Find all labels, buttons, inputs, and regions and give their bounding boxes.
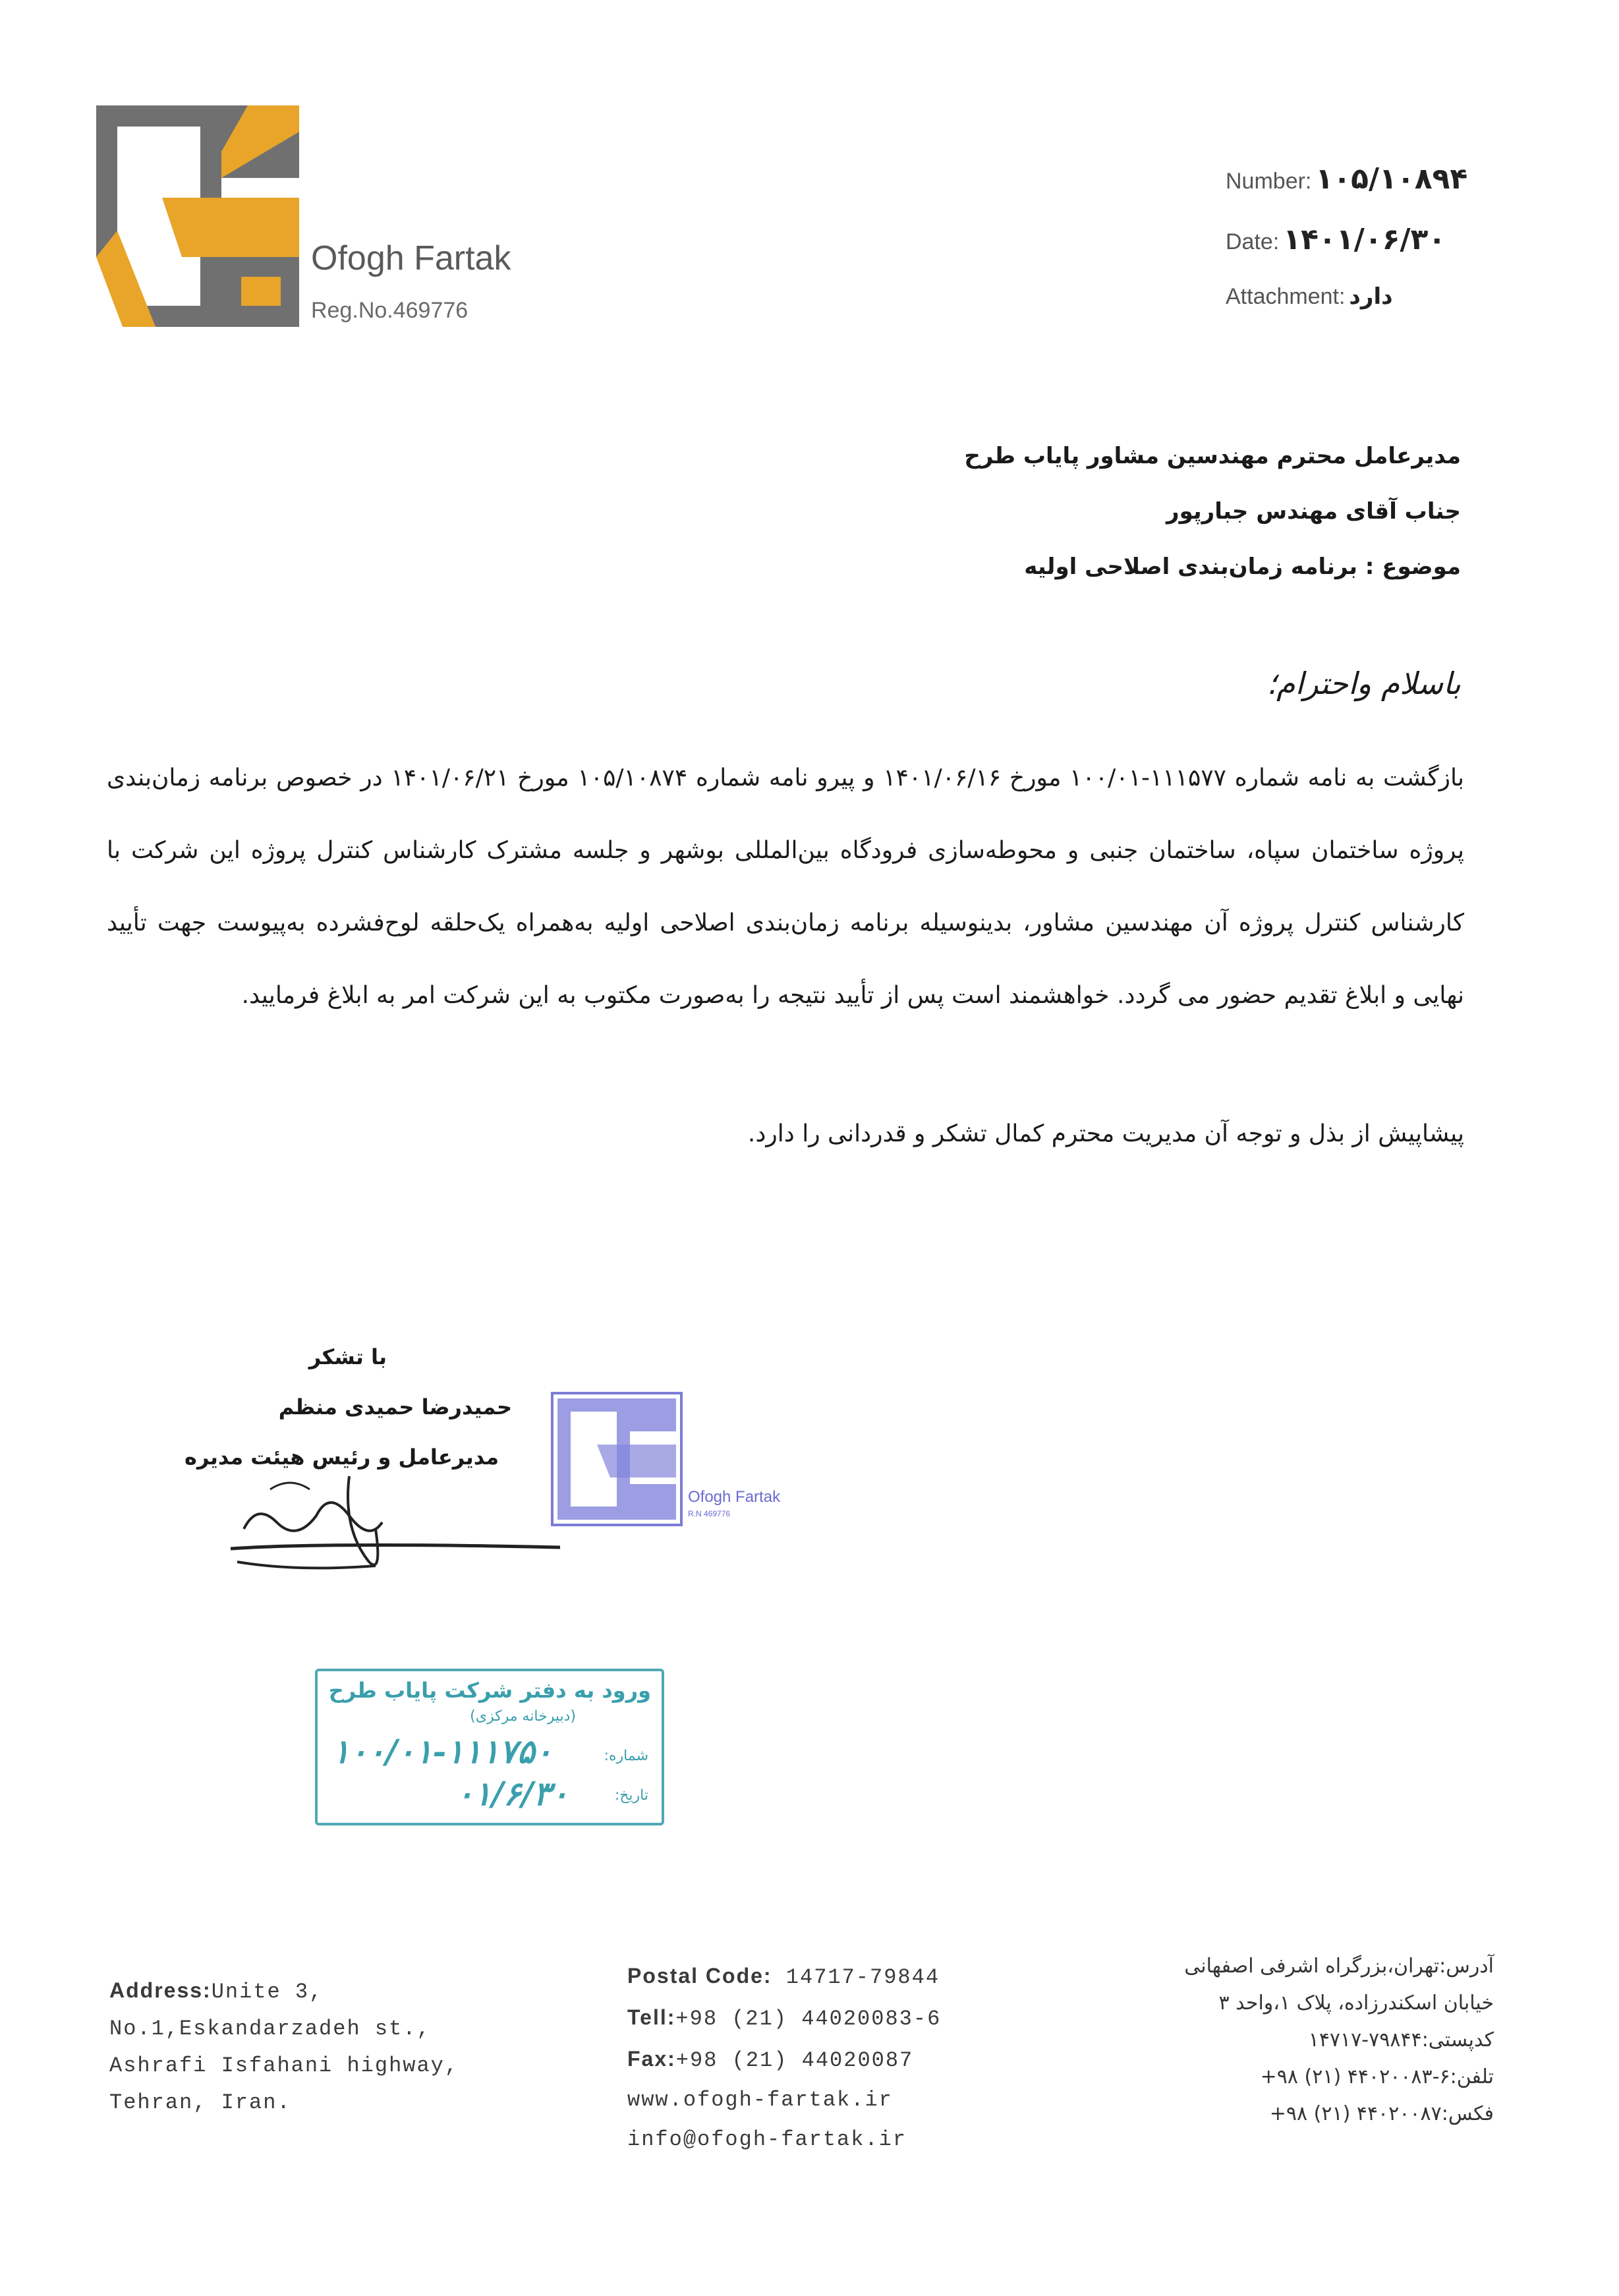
recipient-line-1: مدیرعامل محترم مهندسین مشاور پایاب طرح bbox=[964, 443, 1461, 469]
fa-tel-line: تلفن:۶-۴۴۰۲۰۰۸۳ (۲۱) ۹۸+ bbox=[1260, 2065, 1494, 2088]
number-value: ۱۰۵/۱۰۸۹۴ bbox=[1315, 162, 1468, 196]
address-line: No.1,Eskandarzadeh st., bbox=[109, 2017, 431, 2041]
postal-label: Postal Code: bbox=[627, 1964, 772, 1988]
brand-reg-number: Reg.No.469776 bbox=[311, 298, 469, 323]
postal-value: 14717-79844 bbox=[772, 1965, 940, 1990]
recipient-line-2: جناب آقای مهندس جبارپور bbox=[1166, 498, 1461, 525]
stamp-reg-number: R.N 469776 bbox=[688, 1509, 731, 1518]
closing-line: پیشاپیش از بذل و توجه آن مدیریت محترم کمال تشکر و قدردانی را دارد. bbox=[747, 1120, 1464, 1147]
tel-value: +98 (21) 44020083-6 bbox=[675, 2007, 942, 2031]
body-paragraph: بازگشت به نامه شماره ۱۱۱۵۷۷-۱۰۰/۰۱ مورخ ۱۴۰۱/۰۶/۱۶ و پیرو نامه شماره ۱۰۵/۱۰۸۷۴ مورخ ۱۴۰۱/۰۶/۲۱ در خصوص برنامه زمان‌بندی پروژه ساختمان سپاه، ساختمان جنبی و محوطه‌سازی فرودگاه بین‌المللی بوشهر و جلسه مشترک کارشناس کنترل پروژه این شرکت با کارشناس کنترل پروژه آن مهندسین مشاور، بدینوسیله برنامه زمان‌بندی اصلاحی اولیه به‌همراه یک‌حلقه لوح‌فشرده به‌پیوست جهت تأیید نهایی و ابلاغ تقدیم حضور می گردد. خواهشمند است پس از تأیید نتیجه را به‌صورت مکتوب به این شرکت امر به ابلاغ فرمایید. bbox=[107, 764, 1465, 1009]
receipt-number-label: شماره: bbox=[604, 1748, 648, 1764]
address-label: Address: bbox=[109, 1978, 212, 2002]
receipt-date-value: ۰۱/۶/۳۰ bbox=[456, 1774, 569, 1813]
fa-address-line: آدرس:تهران،بزرگراه اشرفی اصفهانی bbox=[1184, 1955, 1494, 1978]
footer-address bbox=[109, 1972, 459, 2121]
receipt-title: ورود به دفتر شرکت پایاب طرح bbox=[328, 1678, 651, 1703]
handwritten-signature bbox=[217, 1450, 560, 1582]
attachment-label: Attachment: bbox=[1226, 284, 1346, 309]
footer-address-fa bbox=[1184, 1948, 1494, 2133]
date-value: ۱۴۰۱/۰۶/۳۰ bbox=[1283, 223, 1446, 256]
signature-title: مدیرعامل و رئیس هیئت مدیره bbox=[185, 1445, 499, 1470]
signature-thanks: با تشکر bbox=[308, 1344, 387, 1369]
address-line: Unite 3, bbox=[211, 1980, 324, 2004]
fa-postal-line: کدپستی:۷۹۸۴۴-۱۴۷۱۷ bbox=[1308, 2028, 1494, 2052]
fax-value: +98 (21) 44020087 bbox=[675, 2048, 914, 2073]
letter-attachment bbox=[1226, 283, 1393, 310]
greeting: باسلام واحترام؛ bbox=[1266, 666, 1461, 701]
letter-body bbox=[107, 742, 1464, 1032]
company-logo bbox=[96, 105, 299, 327]
signature-name: حمیدرضا حمیدی منظم bbox=[278, 1394, 512, 1420]
receipt-subtitle: (دبیرخانه مرکزی) bbox=[470, 1708, 576, 1725]
email-link[interactable]: info@ofogh-fartak.ir bbox=[627, 2127, 907, 2152]
letter-number bbox=[1226, 162, 1467, 196]
company-stamp-icon bbox=[551, 1392, 683, 1526]
fa-fax-line: فکس:۴۴۰۲۰۰۸۷ (۲۱) ۹۸+ bbox=[1269, 2102, 1494, 2125]
address-line: Tehran, Iran. bbox=[109, 2090, 291, 2115]
fa-address-line: خیابان اسکندرزاده، پلاک ۱،واحد ۳ bbox=[1218, 1992, 1494, 2015]
tel-label: Tell: bbox=[627, 2005, 676, 2029]
website-link[interactable]: www.ofogh-fartak.ir bbox=[627, 2088, 893, 2112]
subject: موضوع : برنامه زمان‌بندی اصلاحی اولیه bbox=[1024, 554, 1461, 580]
receipt-stamp bbox=[315, 1669, 664, 1825]
brand-name: Ofogh Fartak bbox=[311, 239, 511, 277]
receipt-date-label: تاریخ: bbox=[614, 1787, 648, 1804]
date-label: Date: bbox=[1226, 229, 1280, 254]
receipt-number-value: ۱۰۰/۰۱-۱۱۱۷۵۰ bbox=[332, 1732, 553, 1771]
address-line: Ashrafi Isfahani highway, bbox=[109, 2053, 459, 2078]
fax-label: Fax: bbox=[627, 2047, 676, 2071]
stamp-brand-name: Ofogh Fartak bbox=[688, 1488, 781, 1506]
number-label: Number: bbox=[1226, 169, 1312, 194]
footer-contact bbox=[627, 1956, 941, 2160]
attachment-value: دارد bbox=[1349, 283, 1393, 310]
letter-date bbox=[1226, 223, 1446, 256]
